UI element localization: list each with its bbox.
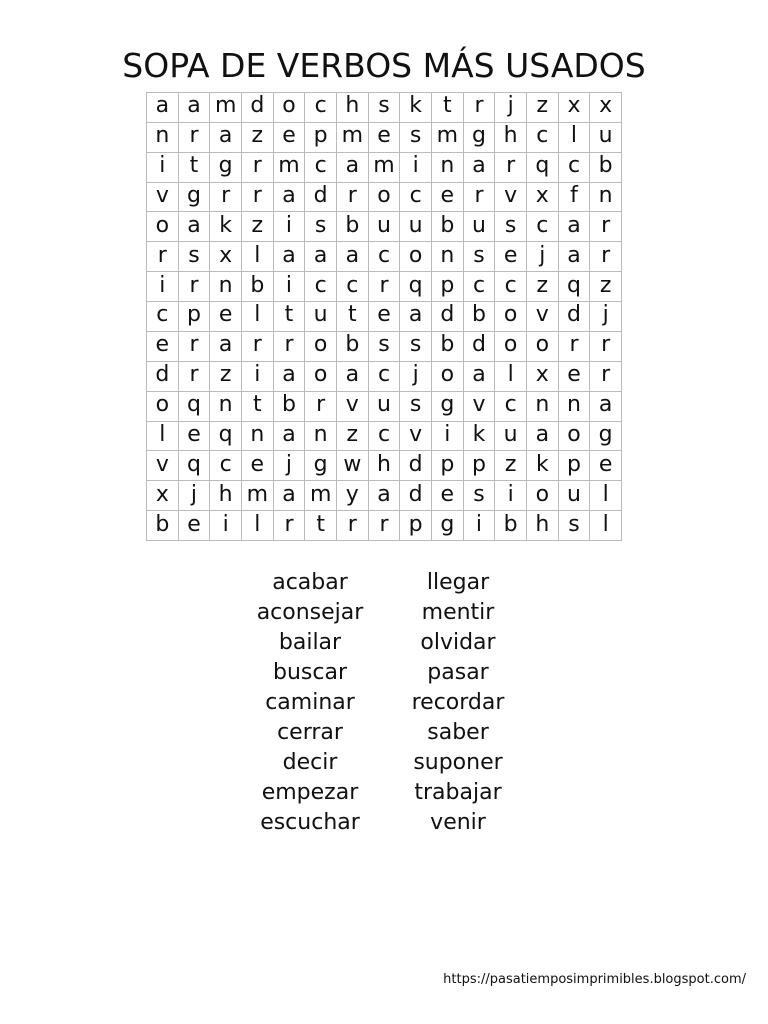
grid-cell: j [590, 302, 622, 332]
grid-cell: d [400, 451, 432, 481]
grid-cell: v [495, 183, 527, 213]
grid-cell: i [274, 212, 306, 242]
grid-cell: x [210, 242, 242, 272]
grid-cell: c [464, 272, 496, 302]
grid-cell: z [590, 272, 622, 302]
grid-cell: c [369, 242, 401, 272]
grid-cell: i [147, 272, 179, 302]
grid-cell: e [179, 511, 211, 541]
grid-cell: a [305, 242, 337, 272]
grid-cell: c [210, 451, 242, 481]
grid-cell: v [400, 422, 432, 452]
grid-cell: z [242, 123, 274, 153]
grid-cell: e [559, 362, 591, 392]
grid-cell: q [210, 422, 242, 452]
word-list-item: bailar [278, 630, 342, 655]
grid-cell: r [274, 332, 306, 362]
grid-cell: t [432, 93, 464, 123]
grid-cell: c [400, 183, 432, 213]
grid-cell: p [179, 302, 211, 332]
grid-cell: a [337, 242, 369, 272]
grid-cell: o [559, 422, 591, 452]
grid-cell: d [147, 362, 179, 392]
grid-cell: k [527, 451, 559, 481]
grid-cell: r [179, 123, 211, 153]
grid-cell: c [559, 153, 591, 183]
word-list-item: caminar [265, 690, 355, 715]
grid-cell: a [210, 123, 242, 153]
word-list-item: llegar [426, 570, 490, 595]
grid-cell: r [305, 392, 337, 422]
grid-cell: o [495, 302, 527, 332]
grid-cell: h [210, 481, 242, 511]
grid-cell: m [337, 123, 369, 153]
grid-cell: c [495, 272, 527, 302]
grid-cell: s [464, 481, 496, 511]
grid-cell: a [274, 183, 306, 213]
word-list-item: cerrar [277, 720, 343, 745]
grid-cell: s [400, 392, 432, 422]
grid-cell: l [147, 422, 179, 452]
grid-cell: a [274, 362, 306, 392]
word-list-item: aconsejar [256, 600, 364, 625]
grid-cell: b [337, 332, 369, 362]
grid-cell: s [179, 242, 211, 272]
grid-cell: l [242, 302, 274, 332]
grid-cell: x [559, 93, 591, 123]
grid-cell: k [210, 212, 242, 242]
grid-cell: r [179, 362, 211, 392]
word-list-item: escuchar [260, 810, 360, 835]
grid-cell: o [527, 332, 559, 362]
grid-cell: c [337, 272, 369, 302]
grid-cell: l [242, 511, 274, 541]
grid-cell: h [495, 123, 527, 153]
grid-cell: o [400, 242, 432, 272]
grid-cell: r [590, 332, 622, 362]
grid-cell: s [400, 123, 432, 153]
grid-cell: q [179, 392, 211, 422]
grid-cell: a [210, 332, 242, 362]
grid-cell: o [432, 362, 464, 392]
grid-cell: u [464, 212, 496, 242]
grid-cell: a [274, 481, 306, 511]
grid-cell: r [210, 183, 242, 213]
grid-cell: t [274, 302, 306, 332]
grid-cell: x [147, 481, 179, 511]
grid-cell: e [590, 451, 622, 481]
grid-cell: j [179, 481, 211, 511]
grid-cell: b [147, 511, 179, 541]
grid-cell: x [590, 93, 622, 123]
grid-cell: i [242, 362, 274, 392]
grid-cell: l [590, 481, 622, 511]
grid-cell: e [274, 123, 306, 153]
grid-cell: a [337, 362, 369, 392]
grid-cell: i [147, 153, 179, 183]
grid-cell: n [432, 153, 464, 183]
grid-cell: o [274, 93, 306, 123]
grid-cell: t [179, 153, 211, 183]
grid-cell: n [210, 392, 242, 422]
grid-cell: d [305, 183, 337, 213]
grid-cell: d [432, 302, 464, 332]
grid-cell: d [464, 332, 496, 362]
grid-cell: j [527, 242, 559, 272]
grid-cell: i [400, 153, 432, 183]
grid-cell: w [337, 451, 369, 481]
grid-cell: e [242, 451, 274, 481]
word-list-item: empezar [261, 780, 359, 805]
grid-cell: z [527, 93, 559, 123]
grid-cell: r [337, 183, 369, 213]
grid-cell: a [590, 392, 622, 422]
grid-cell: e [432, 183, 464, 213]
grid-cell: a [337, 153, 369, 183]
grid-cell: a [527, 422, 559, 452]
grid-cell: c [305, 272, 337, 302]
grid-cell: l [242, 242, 274, 272]
grid-cell: a [400, 302, 432, 332]
grid-cell: r [179, 332, 211, 362]
grid-cell: a [179, 212, 211, 242]
grid-cell: l [590, 511, 622, 541]
grid-cell: e [147, 332, 179, 362]
grid-cell: x [527, 362, 559, 392]
grid-cell: c [527, 212, 559, 242]
grid-cell: d [400, 481, 432, 511]
grid-cell: y [337, 481, 369, 511]
grid-cell: c [369, 422, 401, 452]
grid-cell: t [305, 511, 337, 541]
grid-cell: e [210, 302, 242, 332]
word-list-item: decir [282, 750, 338, 775]
grid-cell: z [242, 212, 274, 242]
grid-cell: b [464, 302, 496, 332]
grid-cell: r [242, 183, 274, 213]
grid-cell: g [590, 422, 622, 452]
grid-cell: n [432, 242, 464, 272]
word-list-item: venir [430, 810, 486, 835]
grid-cell: j [495, 93, 527, 123]
grid-cell: z [210, 362, 242, 392]
grid-cell: r [495, 153, 527, 183]
grid-cell: k [400, 93, 432, 123]
grid-cell: i [432, 422, 464, 452]
grid-cell: b [242, 272, 274, 302]
grid-cell: m [210, 93, 242, 123]
grid-cell: q [179, 451, 211, 481]
word-list-item: olvidar [420, 630, 496, 655]
grid-cell: a [179, 93, 211, 123]
grid-cell: g [432, 392, 464, 422]
grid-cell: a [369, 481, 401, 511]
grid-cell: b [590, 153, 622, 183]
grid-cell: e [432, 481, 464, 511]
grid-cell: o [305, 332, 337, 362]
grid-cell: o [369, 183, 401, 213]
grid-cell: b [337, 212, 369, 242]
grid-cell: a [464, 362, 496, 392]
word-list-item: pasar [427, 660, 489, 685]
grid-cell: m [369, 153, 401, 183]
grid-cell: v [337, 392, 369, 422]
grid-cell: g [210, 153, 242, 183]
grid-cell: g [432, 511, 464, 541]
grid-cell: n [210, 272, 242, 302]
grid-cell: r [147, 242, 179, 272]
word-list-item: saber [427, 720, 489, 745]
grid-cell: h [337, 93, 369, 123]
footer-url: https://pasatiemposimprimibles.blogspot.com/ [443, 972, 746, 987]
grid-cell: o [147, 212, 179, 242]
grid-cell: a [559, 242, 591, 272]
grid-cell: o [147, 392, 179, 422]
grid-cell: g [179, 183, 211, 213]
page-title: SOPA DE VERBOS MÁS USADOS [122, 46, 646, 85]
grid-cell: i [464, 511, 496, 541]
grid-cell: g [305, 451, 337, 481]
grid-cell: a [274, 422, 306, 452]
grid-cell: m [242, 481, 274, 511]
grid-cell: r [590, 242, 622, 272]
grid-cell: l [559, 123, 591, 153]
grid-cell: s [559, 511, 591, 541]
grid-cell: h [527, 511, 559, 541]
grid-cell: b [432, 212, 464, 242]
grid-cell: v [147, 183, 179, 213]
grid-cell: r [242, 332, 274, 362]
grid-cell: e [495, 242, 527, 272]
grid-cell: x [527, 183, 559, 213]
grid-cell: m [305, 481, 337, 511]
grid-cell: q [559, 272, 591, 302]
grid-cell: o [495, 332, 527, 362]
grid-cell: z [495, 451, 527, 481]
grid-cell: p [559, 451, 591, 481]
grid-cell: a [274, 242, 306, 272]
grid-cell: b [495, 511, 527, 541]
grid-cell: e [369, 302, 401, 332]
grid-cell: u [369, 212, 401, 242]
grid-cell: t [242, 392, 274, 422]
grid-cell: s [305, 212, 337, 242]
grid-cell: a [147, 93, 179, 123]
grid-cell: n [242, 422, 274, 452]
grid-cell: u [305, 302, 337, 332]
grid-cell: f [559, 183, 591, 213]
grid-cell: c [495, 392, 527, 422]
grid-cell: n [147, 123, 179, 153]
grid-cell: v [147, 451, 179, 481]
grid-cell: g [464, 123, 496, 153]
grid-cell: z [527, 272, 559, 302]
grid-cell: r [337, 511, 369, 541]
grid-cell: u [590, 123, 622, 153]
grid-cell: z [337, 422, 369, 452]
word-list-item: recordar [411, 690, 505, 715]
grid-cell: r [242, 153, 274, 183]
grid-cell: r [464, 183, 496, 213]
grid-cell: c [369, 362, 401, 392]
grid-cell: l [495, 362, 527, 392]
grid-cell: s [369, 332, 401, 362]
grid-cell: s [369, 93, 401, 123]
grid-cell: r [179, 272, 211, 302]
grid-cell: p [305, 123, 337, 153]
grid-cell: d [242, 93, 274, 123]
grid-cell: d [559, 302, 591, 332]
grid-cell: j [400, 362, 432, 392]
grid-cell: e [369, 123, 401, 153]
grid-cell: c [527, 123, 559, 153]
grid-cell: p [400, 511, 432, 541]
grid-cell: h [369, 451, 401, 481]
grid-cell: a [464, 153, 496, 183]
grid-cell: r [590, 212, 622, 242]
grid-cell: c [147, 302, 179, 332]
grid-cell: b [274, 392, 306, 422]
grid-cell: u [400, 212, 432, 242]
grid-cell: q [400, 272, 432, 302]
grid-cell: n [305, 422, 337, 452]
grid-cell: n [590, 183, 622, 213]
word-search-grid [146, 92, 622, 541]
grid-cell: v [464, 392, 496, 422]
grid-cell: e [179, 422, 211, 452]
grid-cell: s [495, 212, 527, 242]
grid-cell: u [369, 392, 401, 422]
grid-cell: o [527, 481, 559, 511]
grid-cell: o [305, 362, 337, 392]
word-list-item: trabajar [414, 780, 502, 805]
grid-cell: p [432, 272, 464, 302]
grid-cell: t [337, 302, 369, 332]
grid-cell: v [527, 302, 559, 332]
word-list-right-column [368, 568, 548, 838]
grid-cell: i [210, 511, 242, 541]
grid-cell: m [274, 153, 306, 183]
grid-cell: m [432, 123, 464, 153]
grid-cell: r [274, 511, 306, 541]
grid-cell: p [432, 451, 464, 481]
grid-cell: q [527, 153, 559, 183]
grid-cell: i [495, 481, 527, 511]
grid-cell: k [464, 422, 496, 452]
grid-cell: r [369, 272, 401, 302]
grid-cell: s [464, 242, 496, 272]
grid-cell: r [559, 332, 591, 362]
grid-cell: r [369, 511, 401, 541]
grid-cell: c [305, 93, 337, 123]
grid-cell: b [432, 332, 464, 362]
grid-cell: n [527, 392, 559, 422]
grid-cell: r [464, 93, 496, 123]
word-list-item: suponer [413, 750, 503, 775]
word-list-item: acabar [272, 570, 348, 595]
grid-cell: a [559, 212, 591, 242]
grid-cell: c [305, 153, 337, 183]
grid-cell: r [590, 362, 622, 392]
grid-cell: p [464, 451, 496, 481]
word-list-item: buscar [273, 660, 347, 685]
grid-cell: s [400, 332, 432, 362]
grid-cell: n [559, 392, 591, 422]
word-list-item: mentir [421, 600, 495, 625]
grid-cell: j [274, 451, 306, 481]
grid-cell: u [495, 422, 527, 452]
grid-cell: i [274, 272, 306, 302]
grid-cell: u [559, 481, 591, 511]
